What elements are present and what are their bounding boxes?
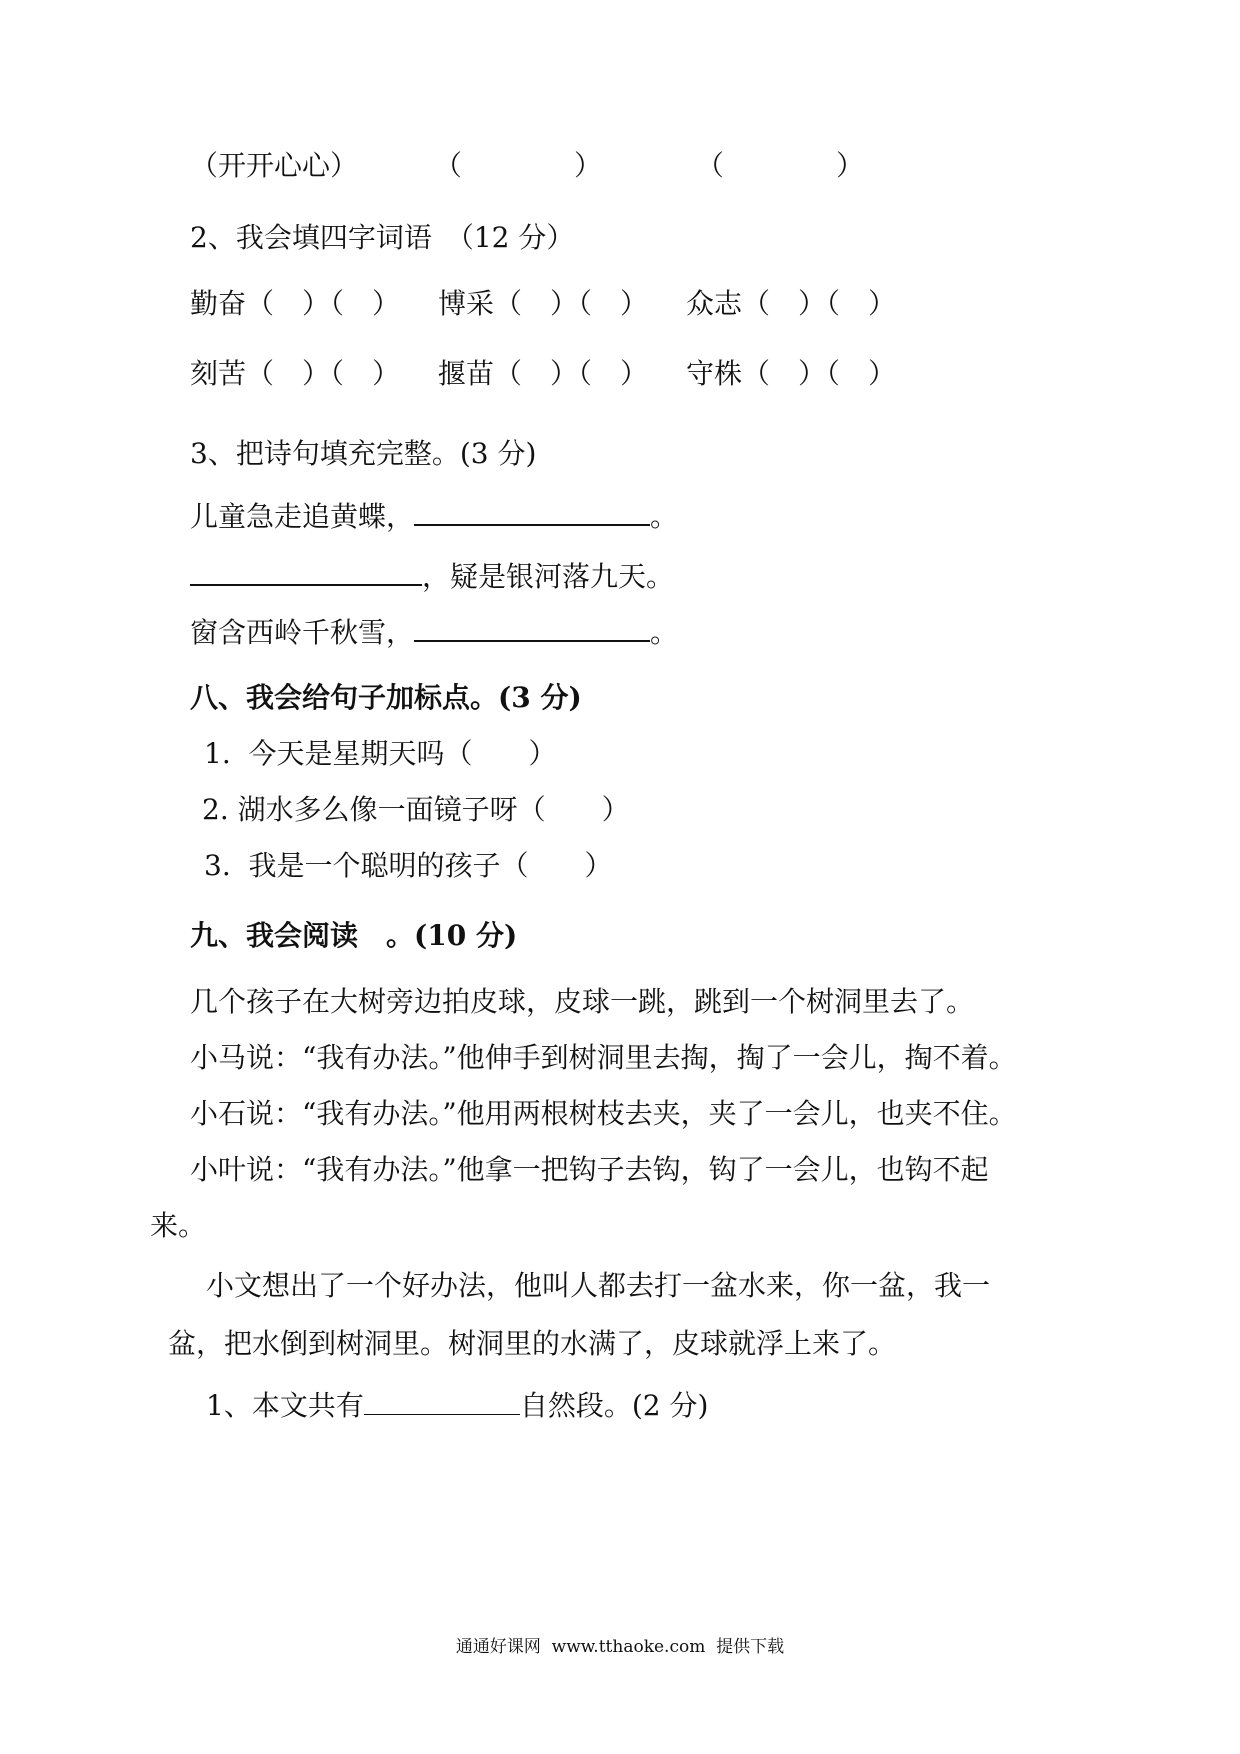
punctuation-item[interactable]: 1. 今天是星期天吗（ ）	[204, 737, 557, 770]
answer-bracket-1[interactable]: （ ）	[434, 149, 603, 182]
word-example: （开开心心）	[190, 149, 359, 182]
section-9-title: 九、我会阅读 。(10 分)	[190, 919, 518, 952]
answer-blank[interactable]	[364, 1386, 520, 1415]
reading-paragraph-4-cont: 来。	[150, 1209, 207, 1242]
idiom-item[interactable]: 揠苗（ ）（ ）	[438, 357, 649, 390]
idiom-item[interactable]: 勤奋（ ）（ ）	[190, 287, 401, 320]
section-8-title: 八、我会给句子加标点。(3 分)	[190, 681, 582, 714]
reading-paragraph-2: 小马说：“我有办法。”他伸手到树洞里去掏，掏了一会儿，掏不着。	[190, 1041, 1017, 1074]
poem-line-1	[190, 496, 678, 535]
poem-punct: 。	[650, 616, 679, 649]
idiom-item[interactable]: 博采（ ）（ ）	[438, 287, 649, 320]
poem-text: ，疑是银河落九天。	[422, 560, 675, 593]
reading-paragraph-4: 小叶说：“我有办法。”他拿一把钩子去钩，钩了一会儿，也钩不起	[190, 1153, 989, 1186]
poem-punct: 。	[650, 500, 679, 533]
poem-blank[interactable]	[190, 556, 422, 586]
reading-paragraph-1: 几个孩子在大树旁边拍皮球，皮球一跳，跳到一个树洞里去了。	[190, 985, 975, 1018]
reading-paragraph-3: 小石说：“我有办法。”他用两根树枝去夹，夹了一会儿，也夹不住。	[190, 1097, 1017, 1130]
reading-question-1	[206, 1386, 708, 1424]
poem-text: 窗含西岭千秋雪，	[190, 616, 415, 649]
idiom-item[interactable]: 众志（ ）（ ）	[686, 287, 897, 320]
punctuation-item[interactable]: 2. 湖水多么像一面镜子呀（ ）	[202, 793, 630, 826]
poem-blank[interactable]	[414, 612, 650, 642]
reading-paragraph-5-cont: 盆，把水倒到树洞里。树洞里的水满了，皮球就浮上来了。	[168, 1327, 897, 1360]
idiom-item[interactable]: 守株（ ）（ ）	[686, 357, 897, 390]
question-text: 自然段。(2 分)	[519, 1389, 709, 1422]
question-3-title: 3、把诗句填充完整。(3 分)	[190, 437, 537, 470]
page-footer: 通通好课网 www.tthaoke.com 提供下载	[455, 1637, 785, 1657]
reading-paragraph-5: 小文想出了一个好办法，他叫人都去打一盆水来，你一盆，我一	[206, 1269, 991, 1302]
poem-line-3	[190, 612, 678, 651]
question-text: 1、本文共有	[206, 1389, 364, 1422]
poem-line-2	[190, 556, 674, 595]
punctuation-item[interactable]: 3. 我是一个聪明的孩子（ ）	[204, 849, 613, 882]
idiom-item[interactable]: 刻苦（ ）（ ）	[190, 357, 401, 390]
poem-text: 儿童急走追黄蝶，	[190, 500, 415, 533]
question-2-title: 2、我会填四字词语 （12 分）	[190, 221, 575, 254]
poem-blank[interactable]	[414, 496, 650, 526]
answer-bracket-2[interactable]: （ ）	[696, 149, 865, 182]
